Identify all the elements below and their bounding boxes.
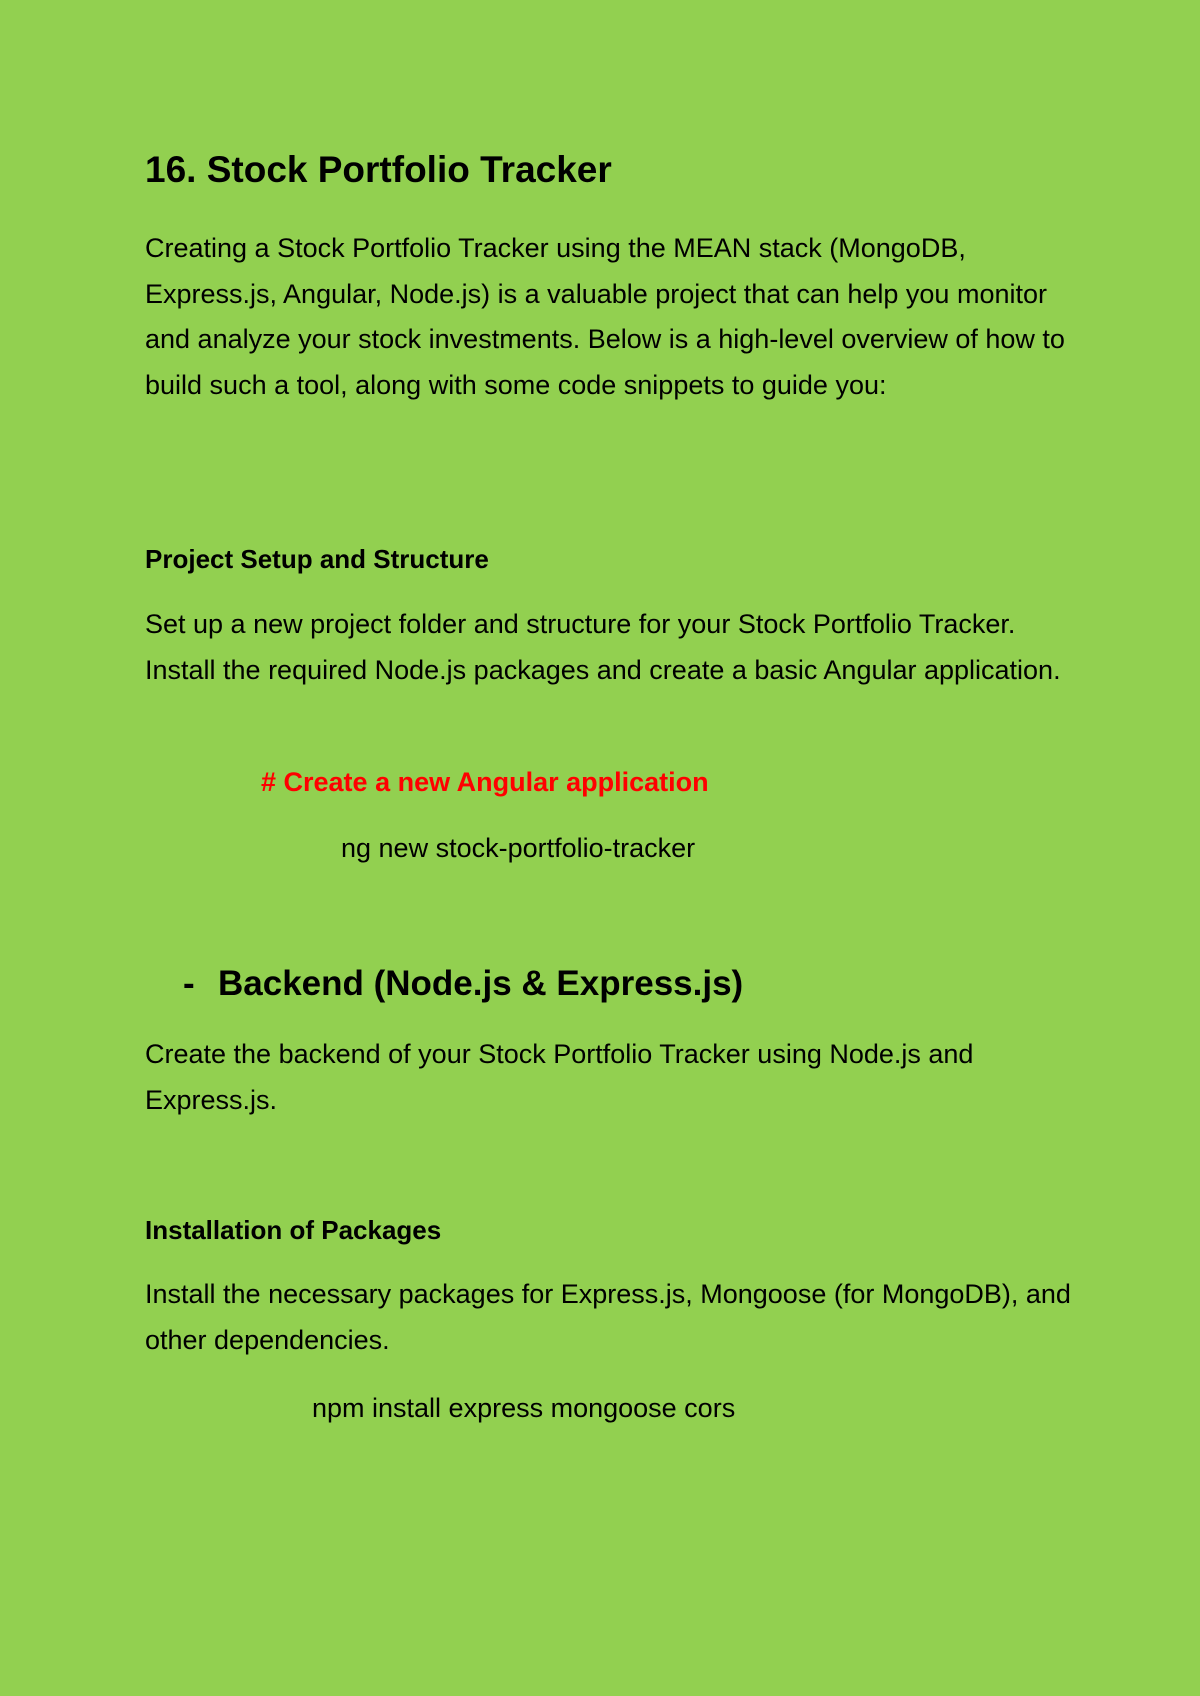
npm-install-command: npm install express mongoose cors: [312, 1393, 736, 1423]
ng-new-command: ng new stock-portfolio-tracker: [341, 833, 696, 863]
project-setup-heading: Project Setup and Structure: [145, 544, 489, 574]
backend-paragraph: Create the backend of your Stock Portfolio Tracker using Node.js and Express.js.: [145, 1039, 974, 1115]
intro-paragraph: Creating a Stock Portfolio Tracker using the MEAN stack (MongoDB, Express.js, Angular, Node.js) is a valuable project that can help you monitor and analyze your stock investments. Below is a high-level overview of how to build such a tool, along with some code snippets to guide you:: [145, 233, 1065, 400]
project-setup-paragraph: Set up a new project folder and structure for your Stock Portfolio Tracker. Install the required Node.js packages and create a basic Angular application.: [145, 609, 1061, 685]
code-comment: # Create a new Angular application: [261, 767, 709, 797]
document-title: 16. Stock Portfolio Tracker: [145, 149, 612, 190]
backend-heading-text: Backend (Node.js & Express.js): [218, 964, 744, 1003]
bullet-dash: -: [183, 964, 195, 1003]
installation-heading: Installation of Packages: [145, 1215, 442, 1245]
installation-paragraph: Install the necessary packages for Express.js, Mongoose (for MongoDB), and other dependencies.: [145, 1279, 1071, 1355]
backend-heading: [183, 960, 743, 1008]
